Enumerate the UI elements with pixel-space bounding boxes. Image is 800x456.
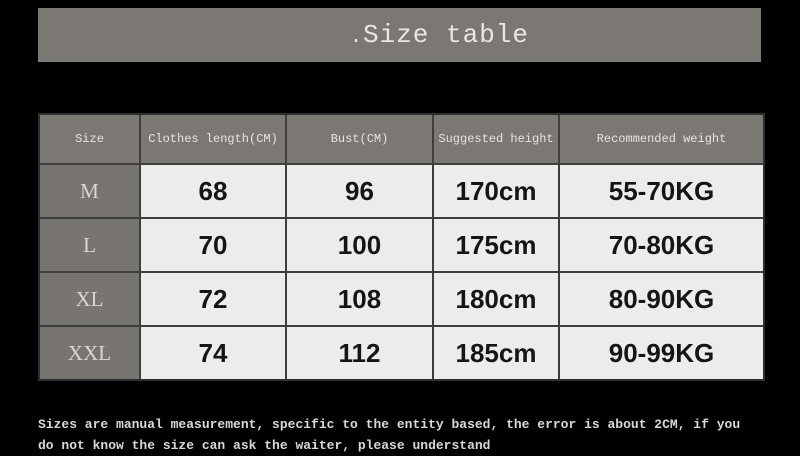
weight-cell: 70-80KG — [560, 219, 763, 271]
length-cell: 70 — [141, 219, 285, 271]
size-cell: L — [40, 219, 139, 271]
bust-cell: 108 — [287, 273, 432, 325]
height-cell: 185cm — [434, 327, 558, 379]
size-table — [38, 113, 765, 381]
length-cell: 72 — [141, 273, 285, 325]
bust-cell: 112 — [287, 327, 432, 379]
height-cell: 170cm — [434, 165, 558, 217]
title-wrap — [350, 20, 529, 50]
column-header-size: Size — [40, 115, 139, 163]
size-cell: XL — [40, 273, 139, 325]
footer-line-2: do not know the size can ask the waiter, please understand — [38, 438, 491, 453]
weight-cell: 90-99KG — [560, 327, 763, 379]
column-header-bust: Bust(CM) — [287, 115, 432, 163]
height-cell: 175cm — [434, 219, 558, 271]
column-header-length: Clothes length(CM) — [141, 115, 285, 163]
footer-line-1: Sizes are manual measurement, specific to the entity based, the error is about 2CM, if you — [38, 417, 741, 432]
size-cell: XXL — [40, 327, 139, 379]
size-cell: M — [40, 165, 139, 217]
column-header-weight: Recommended weight — [560, 115, 763, 163]
bust-cell: 100 — [287, 219, 432, 271]
column-header-height: Suggested height — [434, 115, 558, 163]
height-cell: 180cm — [434, 273, 558, 325]
weight-cell: 55-70KG — [560, 165, 763, 217]
length-cell: 68 — [141, 165, 285, 217]
title-banner — [38, 8, 761, 62]
length-cell: 74 — [141, 327, 285, 379]
bust-cell: 96 — [287, 165, 432, 217]
title-stray-dot: . — [349, 26, 362, 49]
page-title: Size table — [362, 20, 530, 50]
footer-note — [38, 414, 740, 456]
weight-cell: 80-90KG — [560, 273, 763, 325]
